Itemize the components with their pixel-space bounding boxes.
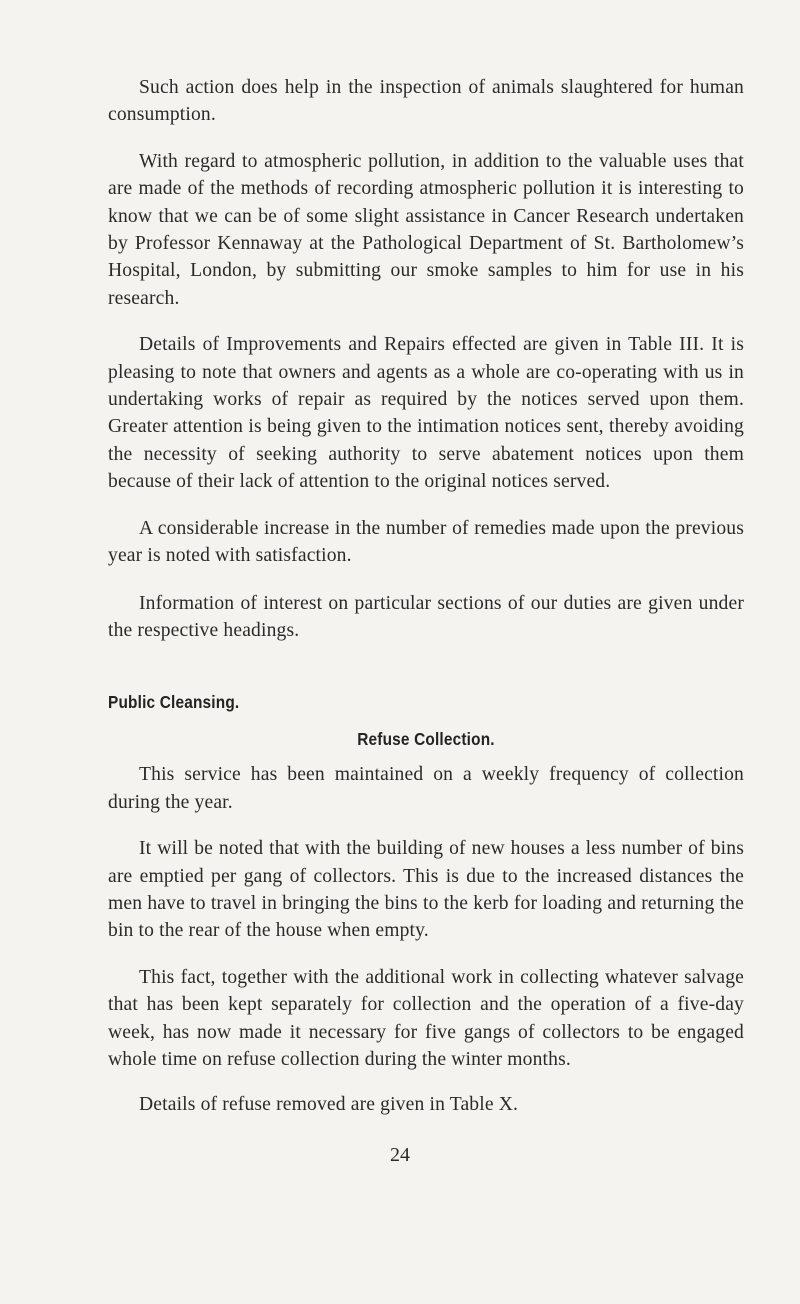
paragraph-table-x-reference: Details of refuse removed are given in Table X.	[139, 1094, 519, 1116]
document-page	[108, 74, 744, 1119]
paragraph-remedies-increase: A considerable increase in the number of remedies made upon the previous year is noted with satisfaction.	[108, 517, 744, 567]
paragraph-information-headings: Information of interest on particular sections of our duties are given under the respective headings.	[108, 592, 744, 641]
paragraph-weekly-frequency: This service has been maintained on a weekly frequency of collection during the year.	[108, 764, 744, 813]
subsection-heading-refuse-collection: Refuse Collection.	[357, 729, 495, 750]
paragraph-atmospheric-pollution: With regard to atmospheric pollution, in addition to the valuable uses that are made of the methods of recording atmospheric pollution it is interesting to know that we can be of some slight assistance in Cancer Research undertaken by Professor Kennaway at the Pathological Department of St. Bartholomew’s Hospital, London, by submitting our smoke samples to him for use in his research.	[108, 150, 744, 309]
page-number: 24	[390, 1144, 410, 1166]
paragraph-new-houses-bins: It will be noted that with the building of new houses a less number of bins are emptied per gang of collectors. This is due to the increased distances the men have to travel in bringing the bins to the kerb for loading and returning the bin to the rear of the house when empty.	[108, 838, 744, 942]
section-heading-public-cleansing: Public Cleansing.	[108, 692, 240, 713]
paragraph-animal-inspection: Such action does help in the inspection of animals slaughtered for human consumption.	[108, 77, 744, 126]
paragraph-improvements-repairs: Details of Improvements and Repairs effected are given in Table III. It is pleasing to note that owners and agents as a whole are co-operating with us in undertaking works of repair as required by the notices served upon them. Greater attention is being given to the intimation notices sent, thereby avoiding the necessity of seeking authority to serve abatement notices upon them because of their lack of attention to the original notices served.	[108, 334, 744, 493]
paragraph-five-gangs: This fact, together with the additional work in collecting whatever salvage that has been kept separately for collection and the operation of a five-day week, has now made it necessary for five gangs of collectors to be engaged whole time on refuse collection during the winter months.	[108, 966, 744, 1070]
